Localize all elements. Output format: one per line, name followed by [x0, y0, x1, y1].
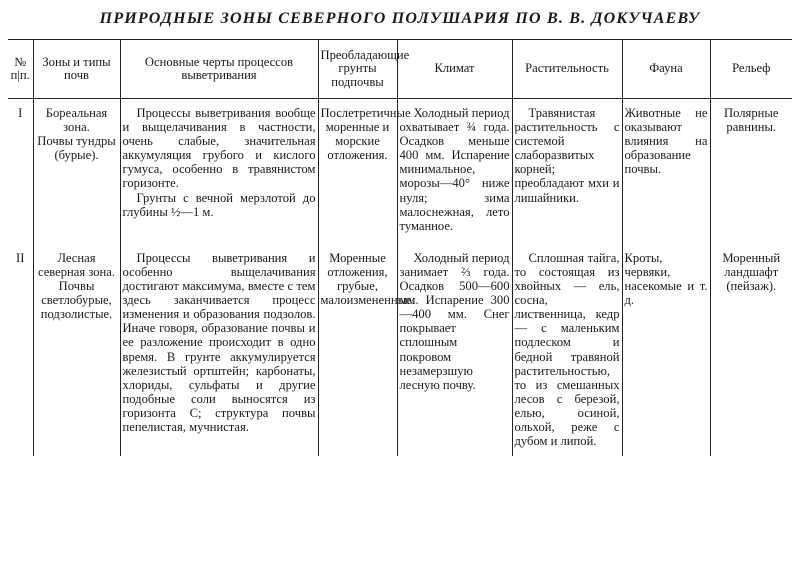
soil-type: Почвы тундры (бурые). — [37, 134, 116, 163]
fauna-cell: Животные не оказывают влияния на образование почвы. — [622, 99, 710, 241]
table-row — [8, 241, 792, 456]
zone-cell — [33, 99, 120, 241]
table-header-row — [8, 40, 792, 99]
climate-cell — [397, 241, 512, 456]
relief-cell: Полярные равнины. — [710, 99, 792, 241]
table-row — [8, 99, 792, 241]
processes-cell — [120, 99, 318, 241]
zone-cell — [33, 241, 120, 456]
relief-cell: Моренный ландшафт (пейзаж). — [710, 241, 792, 456]
fauna-cell: Кроты, червяки, насекомые и т. д. — [622, 241, 710, 456]
row-number: II — [8, 241, 33, 456]
header-num: № п|п. — [8, 40, 33, 99]
soil-type: Почвы светлобурые, подзолистые. — [40, 279, 113, 322]
subsoil-cell: Послетретичные моренные и морские отложения. — [318, 99, 397, 241]
climate-text: Холодный период охватывает ¾ года. Осадков меньше 400 мм. Испарение минимальное, морозы—40° ниже нуля; зима малоснежная, лето туманное. — [399, 106, 510, 233]
vegetation-cell — [512, 99, 622, 241]
vegetation-cell — [512, 241, 622, 456]
processes-text: Процессы выветривания вообще и выщелачивания в частности, очень слабые, значительная аккумуляция грубого и кислого гумуса, особенно в травянистом горизонте. — [122, 106, 316, 191]
climate-cell — [397, 99, 512, 241]
header-climate: Климат — [397, 40, 512, 99]
climate-text: Холодный период занимает ⅔ года. Осадков 500—600 мм. Испарение 300—400 мм. Снег покрывает сплошным покровом незамерзшую лесную почву. — [399, 250, 510, 392]
zone-name: Бореальная зона. — [45, 106, 108, 135]
header-soil: Преобладающие грунты подпочвы — [318, 40, 397, 99]
header-processes: Основные черты процессов выветривания — [120, 40, 318, 99]
header-fauna: Фауна — [622, 40, 710, 99]
header-relief: Рельеф — [710, 40, 792, 99]
processes-text: Процессы выветривания и особенно выщелачивания достигают максимума, вместе с тем здесь заканчивается процесс изменения и образования подзолов. Иначе говоря, образование почвы и ее разложение происходит в одно время. В грунте аккумулируется железистый ортштейн; карбонаты, хлориды, сульфаты и другие подобные соли выносятся из горизонта С; структура почвы пепелистая, мучнистая. — [122, 250, 316, 434]
processes-note: Грунты с вечной мерзлотой до глубины ½—1 м. — [122, 190, 316, 219]
vegetation-text: Сплошная тайга, то состоящая из хвойных — ель, сосна, лиственница, кедр — с маленьким подлеском и бедной травяной растительностью, то из смешанных лесов с березой, елью, осиной, ольхой, реже с дубом и липой. — [514, 250, 620, 449]
zone-name: Лесная северная зона. — [37, 250, 116, 279]
vegetation-text: Травянистая растительность с системой слаборазвитых корней; преобладают мхи и лишайники. — [514, 106, 620, 205]
page-title: ПРИРОДНЫЕ ЗОНЫ СЕВЕРНОГО ПОЛУШАРИЯ ПО В. В. ДОКУЧАЕВУ — [99, 10, 701, 27]
header-zone: Зоны и типы почв — [33, 40, 120, 99]
header-vegetation: Растительность — [512, 40, 622, 99]
natural-zones-table — [8, 39, 792, 456]
subsoil-cell: Моренные отложения, грубые, малоизмененные. — [318, 241, 397, 456]
processes-cell — [120, 241, 318, 456]
row-number: I — [8, 99, 33, 241]
